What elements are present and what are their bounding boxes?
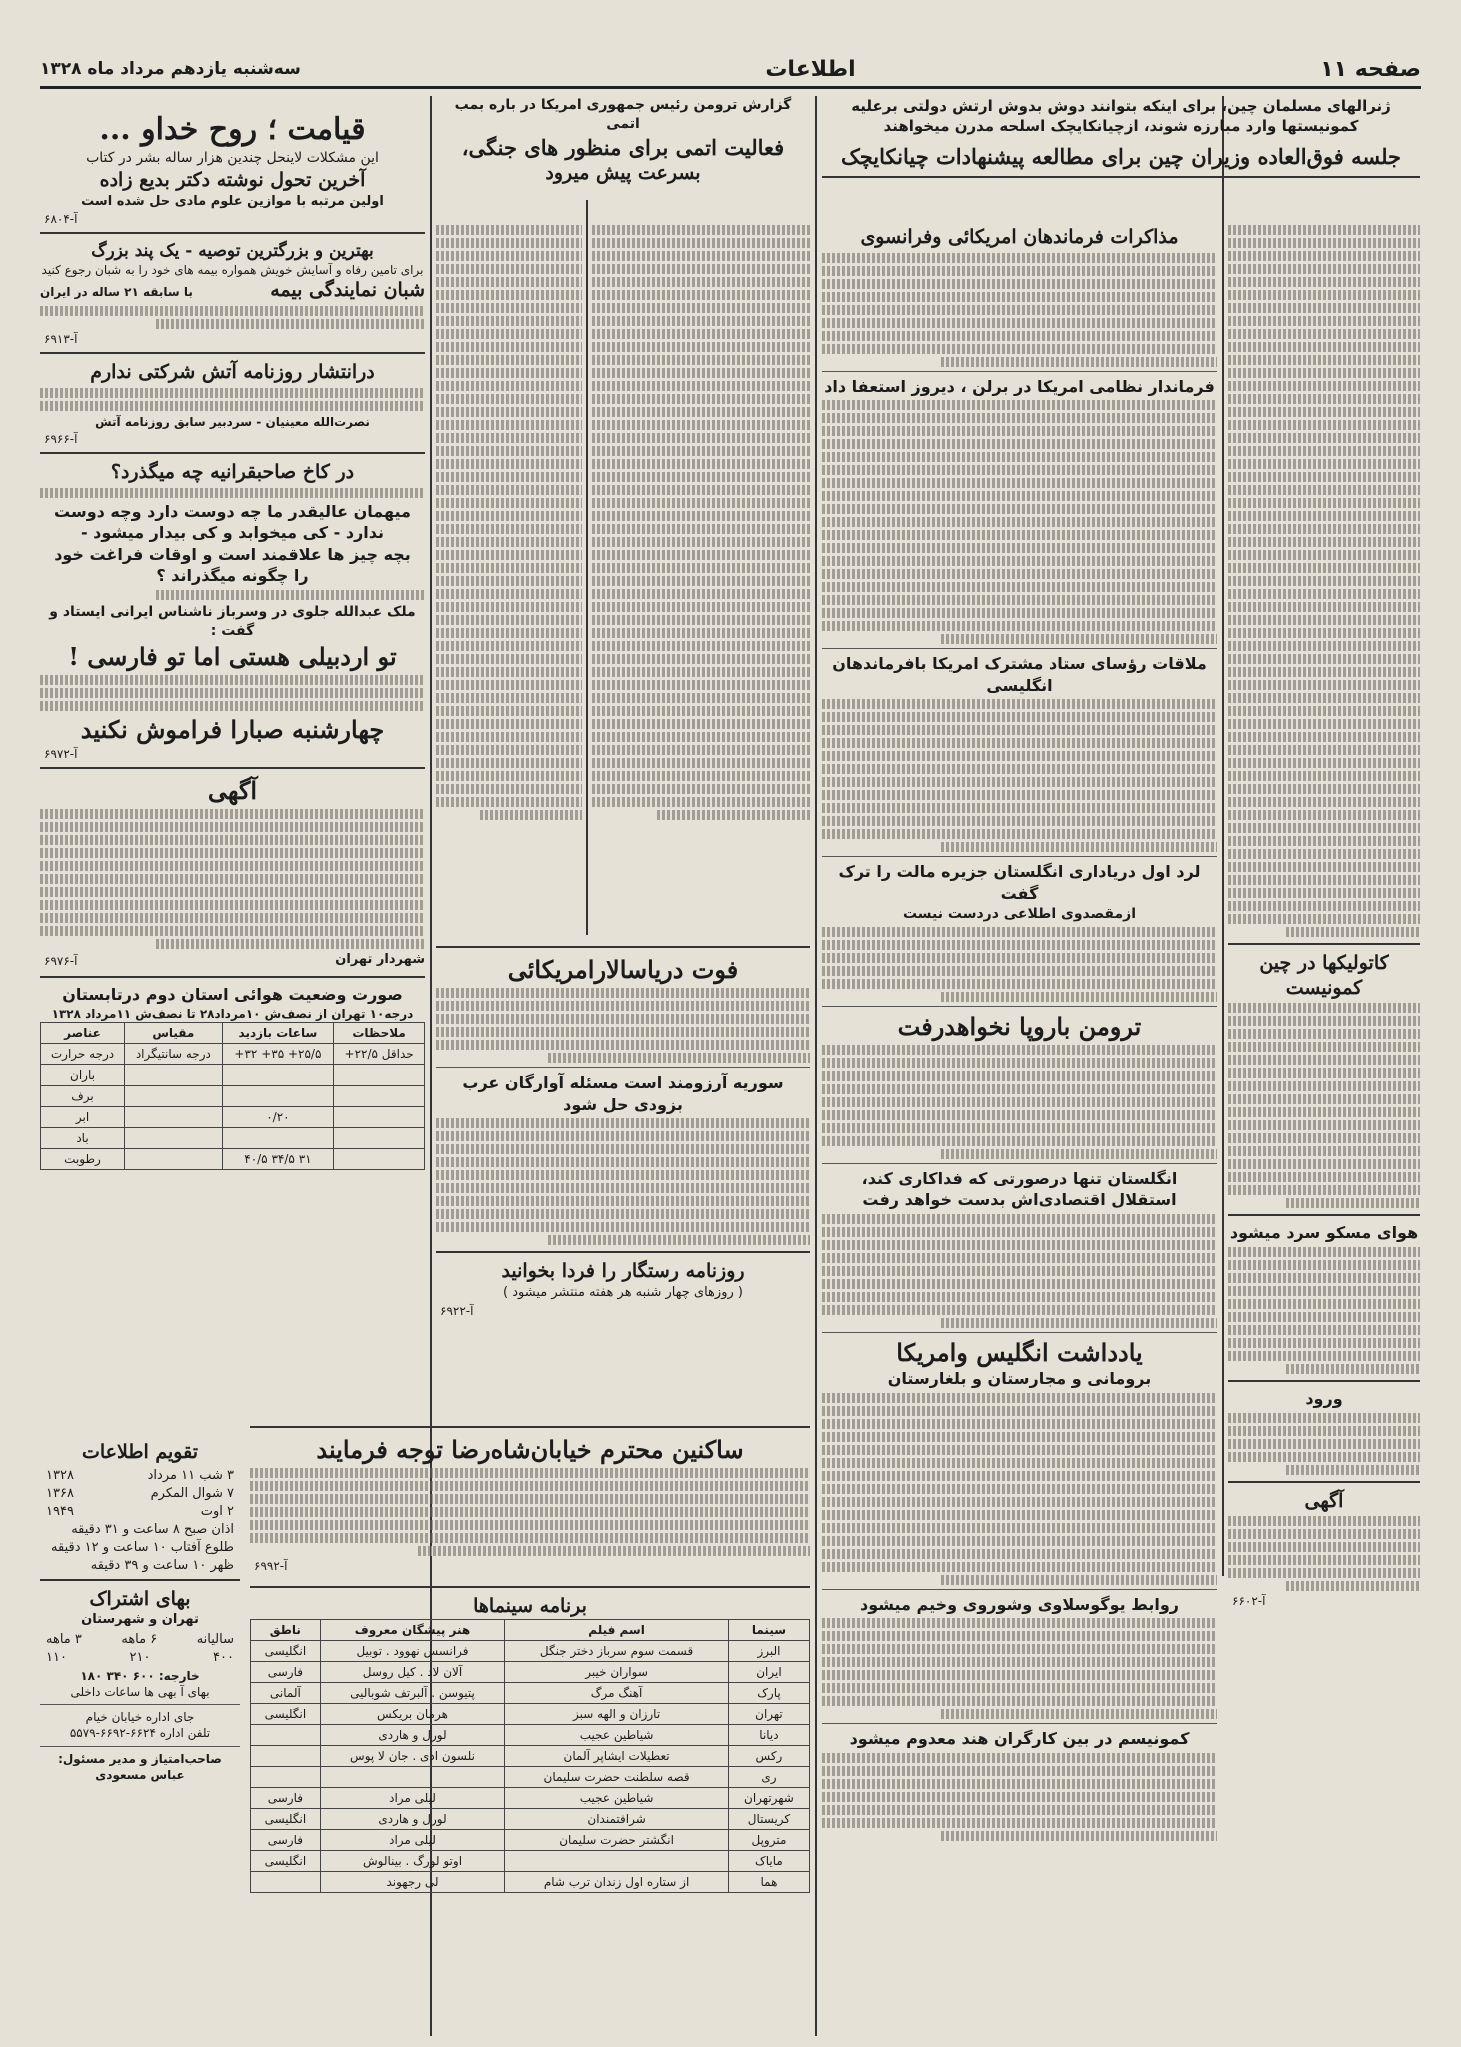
cinema-cell: تهران — [728, 1703, 809, 1724]
weather-cell: درجه سانتیگراد — [125, 1044, 223, 1065]
headline-admiral: فوت دریاسالارامریکائی — [507, 955, 739, 984]
palace-line-1: میهمان عالیقدر ما چه دوست دارد وچه دوست — [54, 501, 411, 521]
left-column — [40, 110, 425, 1410]
insure-line: برای تامین رفاه و آسایش خویش همواره بیمه های خود را به شبان رجوع کنید — [41, 263, 424, 278]
weather-cell — [125, 1107, 223, 1128]
weather-cell — [222, 1128, 334, 1149]
cinema-cell: شرافتمندان — [505, 1808, 729, 1829]
cinema-cell: البرز — [728, 1640, 809, 1661]
cinema-row — [251, 1703, 810, 1724]
subscription-period: ۶ ماهه — [121, 1631, 158, 1647]
calendar-value: اذان صبح ۸ ساعت و ۳۱ دقیقه — [71, 1521, 234, 1537]
cinema-cell: نلسون ادی . جان لا پوس — [320, 1745, 505, 1766]
headline-malta: لرد اول دریاداری انگلستان جزیره مالت را ترک گفت — [838, 862, 1201, 904]
shahreza-ad — [250, 1420, 810, 1574]
page-number: صفحه ۱۱ — [1320, 56, 1421, 82]
atash-line: نصرت‌الله معینیان - سردبیر سابق روزنامه آتش — [95, 414, 370, 429]
headline-yugoslavia: روابط یوگوسلاوی وشوروی وخیم میشود — [860, 1594, 1179, 1614]
cinema-cell: انگلیسی — [251, 1703, 321, 1724]
cinema-cell: شیاطین عجیب — [505, 1724, 729, 1745]
cinema-header: هنر پیشگان معروف — [320, 1619, 505, 1640]
insure-title: بهترین و بزرگترین توصیه - یک پند بزرگ — [91, 241, 374, 262]
cinema-cell: انگلیسی — [251, 1850, 321, 1871]
jalvi-line: ملک عبدالله جلوی در وسرباز ناشناس ایرانی ایستاد و گفت : — [49, 604, 416, 639]
headline-truman: ترومن باروپا نخواهدرفت — [897, 1011, 1142, 1041]
ordbili-title: تو اردبیلی هستی اما تو فارسی ! — [68, 641, 397, 671]
cinema-cell: متروپل — [728, 1829, 809, 1850]
weather-cell: ۳۱ ۳۴/۵ ۴۰/۵ — [222, 1149, 334, 1170]
book-ref: ۶۸۰۴-آ — [44, 212, 78, 227]
cinema-row — [251, 1724, 810, 1745]
cinema-row — [251, 1808, 810, 1829]
left-bottom-column — [40, 1440, 240, 1990]
cinema-cell: انگلیسی — [251, 1808, 321, 1829]
cinema-cell — [320, 1766, 505, 1787]
weather-row — [41, 1065, 425, 1086]
weather-cell — [125, 1086, 223, 1107]
headline-ministers: جلسه فوق‌العاده وزیران چین برای مطالعه پیشنهادات چیانکایچک — [840, 143, 1402, 169]
cinema-cell: پتیوسن . آلبرتف شوبالیی — [320, 1682, 505, 1703]
rastgar-ref: ۶۹۲۲-آ — [440, 1303, 474, 1318]
saba-ref: ۶۹۷۲-آ — [44, 747, 78, 762]
book-line: اولین مرتبه با موازین علوم مادی حل شده است — [81, 193, 384, 209]
cinema-cell — [251, 1745, 321, 1766]
headline-moscow: هوای مسکو سرد میشود — [1229, 1223, 1419, 1243]
cinema-cell: فارسی — [251, 1829, 321, 1850]
atash-title: درانتشار روزنامه آتش شرکتی ندارم — [90, 361, 375, 384]
subhead-memo: برومانی و مجارستان و بلغارستان — [887, 1369, 1152, 1389]
calendar-row — [46, 1558, 234, 1573]
weather-header: ملاحظات — [334, 1023, 425, 1044]
cinema-cell: کریستال — [728, 1808, 809, 1829]
headline-england: انگلستان تنها درصورتی که فداکاری کند، — [861, 1168, 1178, 1188]
headline-report: گزارش ترومن رئیس جمهوری امریکا در باره بمب اتمی — [454, 97, 792, 132]
cinema-cell: پارک — [728, 1682, 809, 1703]
column-rule — [815, 96, 817, 2036]
cinema-cell: انگشتر حضرت سلیمان — [505, 1829, 729, 1850]
atash-ref: ۶۹۶۶-آ — [44, 431, 78, 446]
palace-title: در کاخ صاحبقرانیه چه میگذرد؟ — [110, 460, 355, 483]
cinema-row — [251, 1829, 810, 1850]
weather-table — [40, 1022, 425, 1170]
headline-generals: ژنرالهای مسلمان چین، برای اینکه بتوانند دوش بدوش ارتش دولتی برعلیه کمونیستها وارد مبارزه شوند، ازچیانکایچک اسلحه مدرن میخواهند — [851, 97, 1391, 136]
book-title: آخرین تحول نوشته دکتر بدیع زاده — [99, 168, 366, 191]
subscription-note: بهای آ بهی ها ساعات داخلی — [70, 1685, 210, 1700]
shaban-ref: ۶۹۱۳-آ — [44, 332, 78, 347]
cinema-header: ناطق — [251, 1619, 321, 1640]
cinema-cell: لیلی مراد — [320, 1829, 505, 1850]
middle-article-left — [436, 222, 582, 922]
top-right-headline — [822, 96, 1420, 221]
cinema-row — [251, 1787, 810, 1808]
weather-cell: ابر — [41, 1107, 125, 1128]
qiamat-title: قیامت ؛ روح خداو ... — [99, 112, 366, 147]
office-phones: تلفن اداره ۶۶۲۴-۶۶۹۲-۵۵۷۹ — [69, 1726, 211, 1741]
main-news-column — [822, 225, 1217, 1975]
palace-line-4: را چگونه میگذراند ؟ — [156, 566, 309, 586]
cinema-cell: رکس — [728, 1745, 809, 1766]
palace-line-2: ندارد - کی میخوابد و کی بیدار میشود - — [80, 523, 385, 543]
cinema-row — [251, 1850, 810, 1871]
weather-cell: باد — [41, 1128, 125, 1149]
weather-row — [41, 1044, 425, 1065]
calendar-value: ۱۹۴۹ — [46, 1503, 74, 1519]
shahreza-headline: ساکنین محترم خیابان‌شاه‌رضا توجه فرمایند — [316, 1435, 744, 1464]
right-column — [1228, 222, 1420, 1972]
ad-ref: ۶۶۰۲-آ — [1232, 1594, 1266, 1609]
paper-name: اطلاعات — [765, 56, 856, 82]
office-address: جای اداره خیابان خیام — [85, 1710, 195, 1725]
cinema-section — [250, 1580, 810, 1990]
subscription-region: تهران و شهرستان — [81, 1612, 199, 1628]
headline-talks: مذاکرات فرماندهان امریکائی وفرانسوی — [860, 226, 1179, 248]
subhead-england: استقلال اقتصادی‌اش بدست خواهد رفت — [862, 1190, 1177, 1210]
issue-date: سه‌شنبه یازدهم مرداد ماه ۱۳۲۸ — [40, 59, 301, 79]
weather-cell — [125, 1065, 223, 1086]
weather-cell: برف — [41, 1086, 125, 1107]
weather-line: درجه‌۱۰ تهران از نصف‌ش ۱۰مرداد۲۸ تا نصف‌ش ۱۱مرداد ۱۳۲۸ — [51, 1006, 414, 1021]
weather-cell — [334, 1107, 425, 1128]
headline-commander: فرماندار نظامی امریکا در برلن ، دیروز استعفا داد — [824, 376, 1215, 396]
subscription-prices — [46, 1650, 234, 1665]
cinema-cell: فارسی — [251, 1787, 321, 1808]
cinema-cell: هرمان بریکس — [320, 1703, 505, 1724]
weather-title: صورت وضعیت هوائی استان دوم درتابستان — [62, 985, 403, 1005]
ad-heading: آگهی — [1304, 1489, 1344, 1512]
ad-heading-left: آگهی — [207, 776, 258, 806]
cinema-heading: برنامه سینماها — [473, 1595, 587, 1617]
shaban-title: شبان نمایندگی بیمه — [270, 279, 425, 302]
weather-header: ساعات بازدید — [222, 1023, 334, 1044]
cinema-cell: ری — [728, 1766, 809, 1787]
cinema-row — [251, 1682, 810, 1703]
headline-atomic: فعالیت اتمی برای منظور های جنگی، — [461, 134, 785, 160]
weather-cell — [222, 1065, 334, 1086]
headline-syria: سوریه آرزومند است مسئله آوارگان عرب بزودی حل شود — [462, 1073, 784, 1114]
cinema-cell: هما — [728, 1871, 809, 1892]
cinema-cell: تعطیلات ایشاپر آلمان — [505, 1745, 729, 1766]
cinema-cell — [251, 1766, 321, 1787]
article-text — [1228, 225, 1420, 937]
cinema-cell — [251, 1871, 321, 1892]
weather-cell — [125, 1128, 223, 1149]
weather-row — [41, 1149, 425, 1170]
cinema-cell: آلمانی — [251, 1682, 321, 1703]
headline-arrival: ورود — [1305, 1388, 1343, 1408]
weather-cell: ۰/۲۰ — [222, 1107, 334, 1128]
calendar-title: تقویم اطلاعات — [81, 1441, 198, 1463]
calendar-list — [40, 1468, 240, 1573]
publisher-line: صاحب‌امتیاز و مدیر مسئول: عباس مسعودی — [58, 1751, 222, 1782]
weather-cell — [222, 1086, 334, 1107]
cinema-cell — [505, 1850, 729, 1871]
subscription-foreign: خارجه: ۶۰۰ ۳۴۰ ۱۸۰ — [80, 1668, 200, 1683]
cinema-cell: لی رجهوند — [320, 1871, 505, 1892]
cinema-cell: مایاک — [728, 1850, 809, 1871]
palace-line-3: بچه چیز ها علاقمند است و اوقات فراغت خود — [54, 544, 411, 564]
cinema-cell: آهنگ مرگ — [505, 1682, 729, 1703]
calendar-row — [46, 1468, 234, 1483]
column-rule — [586, 200, 588, 935]
weather-row — [41, 1086, 425, 1107]
cinema-cell: قسمت سوم سرباز دختر جنگل — [505, 1640, 729, 1661]
weather-cell — [334, 1065, 425, 1086]
cinema-cell: از ستاره اول زندان ترب شام — [505, 1871, 729, 1892]
subscription-period: ۳ ماهه — [46, 1631, 82, 1647]
calendar-value: طلوع آفتاب ۱۰ ساعت و ۱۲ دقیقه — [51, 1539, 234, 1555]
calendar-row — [46, 1486, 234, 1501]
calendar-value: ۱۳۶۸ — [46, 1485, 74, 1501]
subhead-atomic: بسرعت پیش میرود — [545, 162, 701, 185]
subscription-periods — [46, 1632, 234, 1647]
subhead-malta: ازمقصدوی اطلاعی دردست نیست — [902, 905, 1137, 922]
middle-top-headline — [436, 96, 810, 221]
weather-cell — [334, 1149, 425, 1170]
weather-cell: ۲۵/۵+ ۳۵+ ۳۲+ — [222, 1044, 334, 1065]
cinema-cell: فارسی — [251, 1661, 321, 1682]
headline-memo: یادداشت انگلیس وامریکا — [896, 1337, 1143, 1367]
shaban-line: با سابقه ۲۱ ساله در ایران — [40, 285, 193, 300]
shahreza-ref: ۶۹۹۲-آ — [254, 1559, 288, 1574]
subscription-price: ۴۰۰ — [213, 1649, 234, 1665]
calendar-row — [46, 1504, 234, 1519]
calendar-value: ۱۳۲۸ — [46, 1467, 74, 1483]
headline-catholic: کاتولیکها در چین کمونیست — [1259, 952, 1389, 999]
cinema-cell — [251, 1724, 321, 1745]
cinema-row — [251, 1871, 810, 1892]
subscription-price: ۲۱۰ — [129, 1649, 151, 1665]
ad-ref-left: ۶۹۷۶-آ — [44, 954, 78, 969]
weather-cell — [334, 1086, 425, 1107]
cinema-header: اسم فیلم — [505, 1619, 729, 1640]
cinema-cell: اوتو لورگ . بینالوش — [320, 1850, 505, 1871]
column-rule — [1222, 96, 1224, 1576]
subscription-price: ۱۱۰ — [46, 1649, 67, 1665]
cinema-cell: دیانا — [728, 1724, 809, 1745]
headline-meeting: ملاقات رؤسای ستاد مشترک امریکا بافرماندهان انگلیسی — [832, 654, 1207, 695]
cinema-cell: سواران خیبر — [505, 1661, 729, 1682]
calendar-value: ۳ شب ۱۱ مرداد — [147, 1467, 234, 1483]
ad-sign: شهردار تهران — [335, 952, 425, 968]
weather-cell: درجه حرارت — [41, 1044, 125, 1065]
headline-workers: کمونیسم در بین کارگران هند معدوم میشود — [849, 1729, 1190, 1749]
weather-row — [41, 1128, 425, 1149]
cinema-row — [251, 1661, 810, 1682]
weather-cell: باران — [41, 1065, 125, 1086]
cinema-cell: فرانسس نهوود . توبیل — [320, 1640, 505, 1661]
cinema-cell: آلان لاد . کیل روسل — [320, 1661, 505, 1682]
cinema-table — [250, 1619, 810, 1893]
cinema-row — [251, 1640, 810, 1661]
weather-cell: حداقل ۲۲/۵+ — [334, 1044, 425, 1065]
weather-header: عناصر — [41, 1023, 125, 1044]
calendar-value: ظهر ۱۰ ساعت و ۳۹ دقیقه — [90, 1557, 234, 1573]
cinema-header: سینما — [728, 1619, 809, 1640]
cinema-cell: انگلیسی — [251, 1640, 321, 1661]
qiamat-line: این مشکلات لاینحل چندین هزار ساله بشر در کتاب — [86, 150, 379, 166]
weather-header: مقیاس — [125, 1023, 223, 1044]
weather-cell: رطوبت — [41, 1149, 125, 1170]
cinema-cell: تارزان و الهه سبز — [505, 1703, 729, 1724]
subscription-title: بهای اشتراک — [89, 1587, 191, 1610]
cinema-cell: لیلی مراد — [320, 1787, 505, 1808]
cinema-cell: ایران — [728, 1661, 809, 1682]
saba-title: چهارشنبه صبارا فراموش نکنید — [80, 715, 385, 744]
middle-article-right — [592, 222, 810, 922]
cinema-cell: شیاطین عجیب — [505, 1787, 729, 1808]
cinema-cell: شهرتهران — [728, 1787, 809, 1808]
rastgar-ad: روزنامه رستگار را فردا بخوانید — [501, 1260, 745, 1283]
calendar-row — [46, 1540, 234, 1555]
weather-row — [41, 1107, 425, 1128]
cinema-row — [251, 1745, 810, 1766]
weather-cell — [125, 1149, 223, 1170]
cinema-cell: لورل و هاردی — [320, 1724, 505, 1745]
cinema-cell: لورل و هاردی — [320, 1808, 505, 1829]
calendar-value: ۷ شوال المکرم — [150, 1485, 234, 1501]
subscription-period: سالیانه — [196, 1631, 234, 1647]
calendar-row — [46, 1522, 234, 1537]
rastgar-sub: ( روزهای چهار شنبه هر هفته منتشر میشود ) — [503, 1285, 743, 1301]
calendar-value: ۲ اوت — [200, 1503, 234, 1519]
weather-cell — [334, 1128, 425, 1149]
cinema-cell: قصه سلطنت حضرت سلیمان — [505, 1766, 729, 1787]
masthead — [40, 52, 1421, 89]
cinema-row — [251, 1766, 810, 1787]
